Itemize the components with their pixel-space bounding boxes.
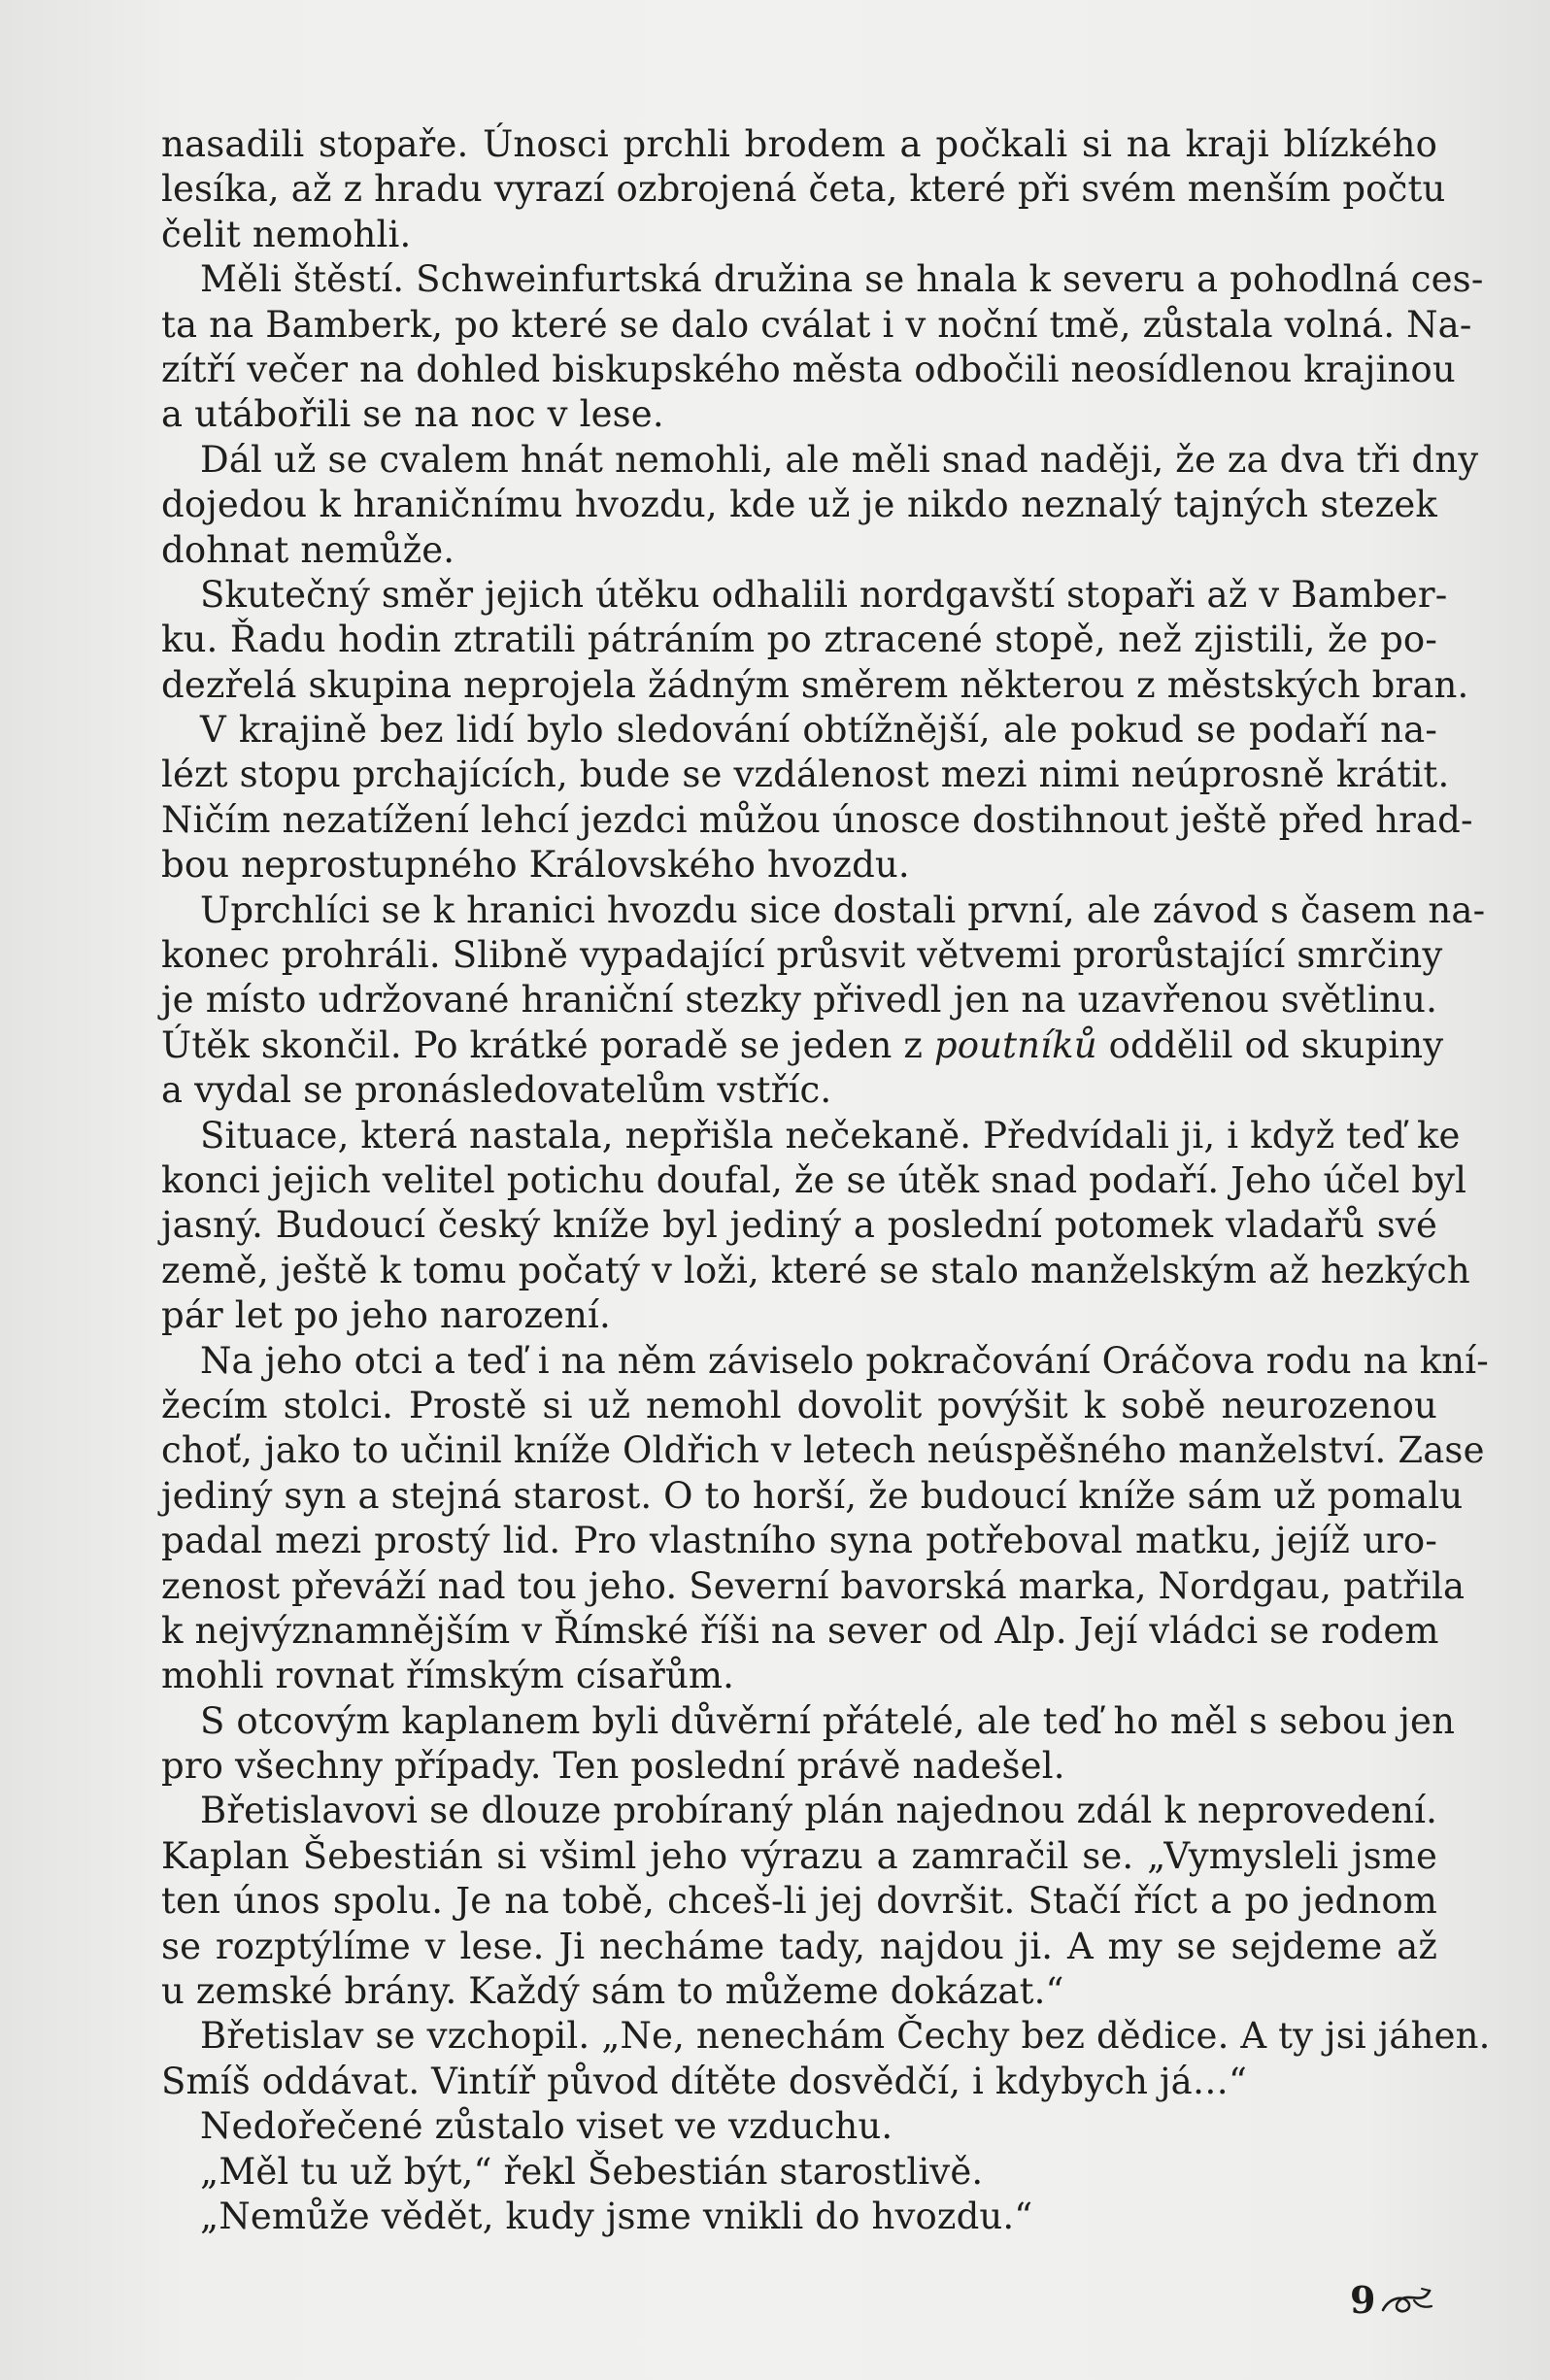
- text-line: [161, 122, 1437, 167]
- line-text: čelit nemohli.: [161, 213, 412, 255]
- paragraph-first-line: [161, 1699, 1456, 1744]
- body-text: [161, 122, 1491, 2239]
- paragraph-first-line: [161, 2104, 1437, 2149]
- text-line: [161, 1969, 1437, 2014]
- text-line: [161, 1925, 1437, 1969]
- line-text: „Nemůže vědět, kudy jsme vnikli do hvozdu.“: [200, 2195, 1033, 2237]
- text-line: [161, 1068, 1437, 1113]
- paragraph-first-line: [161, 1789, 1437, 1833]
- page-number: 9: [1350, 2278, 1376, 2322]
- line-text: Nedořečené zůstalo viset ve vzduchu.: [200, 2105, 893, 2148]
- paragraph-first-line: [161, 2014, 1491, 2059]
- line-text: jediný syn a stejná starost. O to horší, že budoucí kníže sám už pomalu: [161, 1474, 1464, 1517]
- paragraph-first-line: [161, 1339, 1489, 1384]
- text-line: [161, 1023, 1444, 1068]
- text-line: [161, 1249, 1470, 1293]
- line-text: konec prohráli. Slibně vypadající průsvit větvemi prorůstající smrčiny: [161, 934, 1443, 977]
- line-text: Situace, která nastala, nepřišla nečekaně. Předvídali ji, i když teď ke: [200, 1114, 1461, 1156]
- text-line: [161, 753, 1450, 797]
- text-line: [161, 392, 1437, 437]
- text-line: [161, 1158, 1467, 1203]
- line-text: zenost převáží nad tou jeho. Severní bavorská marka, Nordgau, patřila: [161, 1564, 1466, 1607]
- text-line: [161, 348, 1456, 392]
- line-text: zítří večer na dohled biskupského města odbočili neosídlenou krajinou: [161, 348, 1456, 390]
- page-footer: [1350, 2278, 1435, 2322]
- line-text: dezřelá skupina neprojela žádným směrem některou z městských bran.: [161, 663, 1469, 706]
- text-line: [161, 1428, 1485, 1473]
- line-text: Břetislavovi se dlouze probíraný plán najednou zdál k neprovedení.: [200, 1790, 1437, 1832]
- line-text: ta na Bamberk, po které se dalo cválat i v noční tmě, zůstala volná. Na-: [161, 303, 1472, 346]
- text-line: [161, 618, 1437, 662]
- text-line: [161, 843, 1437, 888]
- text-line: [161, 167, 1446, 212]
- paragraph-first-line: [161, 2195, 1437, 2239]
- line-text: pro všechny případy. Ten poslední právě nadešel.: [161, 1745, 1065, 1788]
- line-text: nasadili stopaře. Únosci prchli brodem a počkali si na kraji blízkého: [161, 123, 1437, 165]
- text-line: [161, 1744, 1437, 1789]
- line-text: Ničím nezatížení lehcí jezdci můžou únosce dostihnout ještě před hrad-: [161, 798, 1473, 841]
- text-line: [161, 1564, 1466, 1609]
- text-line: [161, 1293, 1437, 1338]
- line-text: V krajině bez lidí bylo sledování obtížnější, ale pokud se podaří na-: [200, 709, 1437, 752]
- line-text: ku. Řadu hodin ztratili pátráním po ztracené stopě, než zjistili, že po-: [161, 619, 1437, 661]
- line-text: Dál už se cvalem hnát nemohli, ale měli snad naději, že za dva tři dny: [200, 438, 1479, 481]
- text-line: [161, 1203, 1437, 1248]
- text-line: [161, 303, 1472, 348]
- italic-word: poutníků: [933, 1023, 1097, 1066]
- line-text: S otcovým kaplanem byli důvěrní přátelé, ale teď ho měl s sebou jen: [200, 1699, 1456, 1742]
- text-line: [161, 1879, 1437, 1924]
- paragraph-first-line: [161, 573, 1448, 618]
- text-line: [161, 798, 1473, 843]
- flourish-ornament-icon: [1379, 2281, 1435, 2320]
- line-text: Útěk skončil. Po krátké poradě se jeden z: [161, 1023, 934, 1066]
- line-text: u zemské brány. Každý sám to můžeme dokázat.“: [161, 1970, 1064, 2013]
- line-text: Břetislav se vzchopil. „Ne, nenechám Čechy bez dědice. A ty jsi jáhen.: [200, 2015, 1491, 2058]
- line-text: padal mezi prostý lid. Pro vlastního syna potřeboval matku, jejíž uro-: [161, 1520, 1437, 1562]
- text-line: [161, 1654, 1437, 1698]
- text-line: [161, 483, 1437, 527]
- paragraph-first-line: [161, 1114, 1461, 1158]
- line-text: dohnat nemůže.: [161, 528, 455, 571]
- line-text: oddělil od skupiny: [1096, 1023, 1444, 1066]
- text-line: [161, 1609, 1437, 1654]
- line-text: a vydal se pronásledovatelům vstříc.: [161, 1069, 832, 1112]
- text-line: [161, 213, 1437, 257]
- text-line: [161, 1834, 1437, 1879]
- line-text: konci jejich velitel potichu doufal, že se útěk snad podaří. Jeho účel byl: [161, 1158, 1467, 1201]
- line-text: Na jeho otci a teď i na něm záviselo pokračování Oráčova rodu na kní-: [200, 1339, 1489, 1382]
- text-line: [161, 933, 1443, 978]
- line-text: Kaplan Šebestián si všiml jeho výrazu a zamračil se. „Vymysleli jsme: [161, 1834, 1437, 1877]
- line-text: bou neprostupného Královského hvozdu.: [161, 844, 910, 887]
- text-line: [161, 1384, 1437, 1428]
- line-text: Skutečný směr jejich útěku odhalili nordgavští stopaři až v Bamber-: [200, 573, 1448, 616]
- text-line: [161, 528, 1437, 573]
- text-line: [161, 1519, 1437, 1563]
- line-text: k nejvýznamnějším v Římské říši na sever od Alp. Její vládci se rodem: [161, 1609, 1439, 1652]
- line-text: jasný. Budoucí český kníže byl jediný a poslední potomek vladařů své: [161, 1204, 1437, 1247]
- line-text: lézt stopu prchajících, bude se vzdálenost mezi nimi neúprosně krátit.: [161, 754, 1450, 796]
- line-text: se rozptýlíme v lese. Ji necháme tady, najdou ji. A my se sejdeme až: [161, 1925, 1437, 1967]
- paragraph-first-line: [161, 257, 1484, 302]
- text-line: [161, 978, 1437, 1022]
- paragraph-first-line: [161, 708, 1437, 753]
- line-text: je místo udržované hraniční stezky přivedl jen na uzavřenou světlinu.: [161, 979, 1437, 1022]
- line-text: Smíš oddávat. Vintíř původ dítěte dosvědčí, i kdybych já…“: [161, 2060, 1248, 2102]
- text-line: [161, 663, 1469, 708]
- line-text: dojedou k hraničnímu hvozdu, kde už je nikdo neznalý tajných stezek: [161, 484, 1437, 526]
- line-text: mohli rovnat římským císařům.: [161, 1655, 735, 1697]
- line-text: lesíka, až z hradu vyrazí ozbrojená četa, které při svém menším počtu: [161, 168, 1446, 211]
- line-text: pár let po jeho narození.: [161, 1294, 611, 1337]
- paragraph-first-line: [161, 2150, 1437, 2195]
- paragraph-first-line: [161, 438, 1479, 483]
- line-text: Uprchlíci se k hranici hvozdu sice dostali první, ale závod s časem na-: [200, 888, 1486, 931]
- line-text: „Měl tu už být,“ řekl Šebestián starostlivě.: [200, 2150, 984, 2193]
- line-text: choť, jako to učinil kníže Oldřich v letech neúspěšného manželství. Zase: [161, 1429, 1485, 1472]
- line-text: Měli štěstí. Schweinfurtská družina se hnala k severu a pohodlná ces-: [200, 258, 1484, 301]
- text-line: [161, 1474, 1464, 1519]
- line-text: a utábořili se na noc v lese.: [161, 393, 664, 436]
- text-line: [161, 2060, 1437, 2104]
- paragraph-first-line: [161, 888, 1486, 933]
- line-text: ten únos spolu. Je na tobě, chceš-li jej dovršit. Stačí říct a po jednom: [161, 1880, 1437, 1923]
- line-text: země, ještě k tomu počatý v loži, které se stalo manželským až hezkých: [161, 1249, 1470, 1291]
- line-text: žecím stolci. Prostě si už nemohl dovolit povýšit k sobě neurozenou: [161, 1384, 1437, 1426]
